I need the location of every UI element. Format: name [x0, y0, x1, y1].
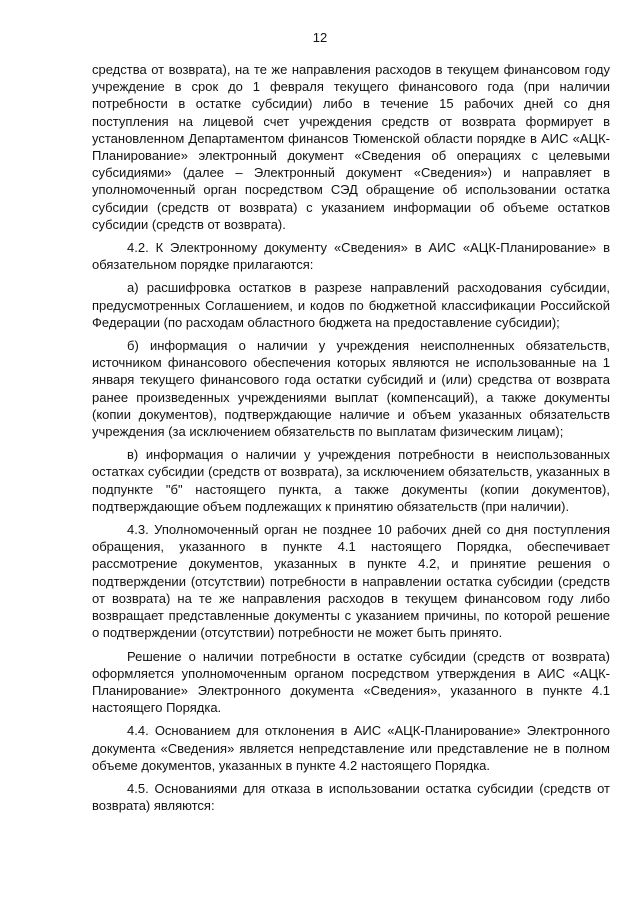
paragraph-4-2-v: в) информация о наличии у учреждения потребности в неиспользованных остатках субсидии (средств от возврата), за исключением обязательств, указанных в подпункте "б" настоящего пункта, а также документы (копии документов), подтверждающие объем подлежащих к принятию обязательств (при наличии).	[92, 447, 610, 514]
document-body	[92, 61, 610, 820]
paragraph-4-2-a: а) расшифровка остатков в разрезе направлений расходования субсидии, предусмотренных Соглашением, и кодов по бюджетной классификации Российской Федерации (по расходам областного бюджета на предоставление субсидии);	[92, 280, 610, 330]
paragraph-continuation: средства от возврата), на те же направления расходов в текущем финансовом году учреждение в срок до 1 февраля текущего финансового года (при наличии потребности в остатке субсидии) либо в течение 15 рабочих дней со дня поступления на лицевой счет учреждения средств от возврата формирует в установленном Департаментом финансов Тюменской области порядке в АИС «АЦК-Планирование» электронный документ «Сведения об операциях с целевыми субсидиями» (далее – Электронный документ «Сведения») и направляет в уполномоченный орган посредством СЭД обращение об использовании остатка субсидии (средств от возврата) с указанием информации об объеме остатков субсидии (средств от возврата).	[92, 62, 610, 232]
paragraph-4-2: 4.2. К Электронному документу «Сведения» в АИС «АЦК-Планирование» в обязательном порядке прилагаются:	[92, 240, 610, 273]
paragraph-4-3-decision: Решение о наличии потребности в остатке субсидии (средств от возврата) оформляется уполномоченным органом посредством утверждения в АИС «АЦК-Планирование» Электронного документа «Сведения», указанного в пункте 4.1 настоящего Порядка.	[92, 648, 610, 716]
page-number: 12	[312, 30, 328, 45]
paragraph-4-4: 4.4. Основанием для отклонения в АИС «АЦК-Планирование» Электронного документа «Сведения» является непредставление или представление не в полном объеме документов, указанных в пункте 4.2 настоящего Порядка.	[92, 723, 610, 773]
paragraph-4-2-b: б) информация о наличии у учреждения неисполненных обязательств, источником финансового обеспечения которых являются не использованные на 1 января текущего финансового года остатки субсидий и (или) средства от возврата ранее произведенных учреждениями выплат (компенсаций), а также документы (копии документов), подтверждающие наличие и объем указанных обязательств учреждения (за исключением обязательств по выплатам физическим лицам);	[92, 338, 610, 440]
paragraph-4-5: 4.5. Основаниями для отказа в использовании остатка субсидии (средств от возврата) являются:	[92, 780, 610, 814]
paragraph-4-3: 4.3. Уполномоченный орган не позднее 10 рабочих дней со дня поступления обращения, указанного в пункте 4.1 настоящего Порядка, обеспечивает рассмотрение документов, указанных в пункте 4.2, и принятие решения о подтверждении (отсутствии) потребности в направлении остатка субсидии (средств от возврата) на те же направления расходов в текущем финансовом году либо возвращает представленные документы с указанием причины, по которой решение о подтверждении (отсутствии) потребности не может быть принято.	[92, 522, 610, 641]
